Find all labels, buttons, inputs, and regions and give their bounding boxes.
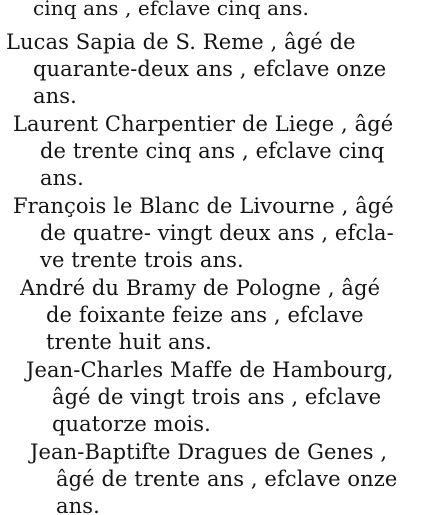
entry-line: ans. [56, 494, 100, 515]
entry-line: François le Blanc de Livourne , âgé [13, 194, 394, 218]
entry-line: de trente cinq ans , efclave cinq [40, 139, 385, 163]
entry-line: ans. [40, 166, 84, 190]
entry-line: ve trente trois ans. [40, 248, 244, 272]
entry-line: quatorze mois. [52, 412, 211, 436]
entry-line: trente huit ans. [46, 330, 212, 354]
entry-line: André du Bramy de Pologne , âgé [20, 276, 381, 300]
entry-line: quarante-deux ans , efclave onze [33, 57, 387, 81]
entry-line: âgé de vingt trois ans , efclave [52, 385, 382, 409]
entry-line: cinq ans , efclave cinq ans. [33, 0, 309, 20]
entry-line: ans. [33, 84, 77, 108]
entry-line: Jean-Charles Maffe de Hambourg, [26, 358, 394, 382]
entry-line: Jean-Baptifte Dragues de Genes , [30, 440, 388, 464]
entry-line: de foixante feize ans , efclave [46, 303, 364, 327]
entry-line: Laurent Charpentier de Liege , âgé [13, 112, 394, 136]
entry-line: âgé de trente ans , efclave onze [56, 467, 398, 491]
entry-line: de quatre- vingt deux ans , efcla- [40, 221, 394, 245]
entry-line: Lucas Sapia de S. Reme , âgé de [6, 30, 356, 54]
